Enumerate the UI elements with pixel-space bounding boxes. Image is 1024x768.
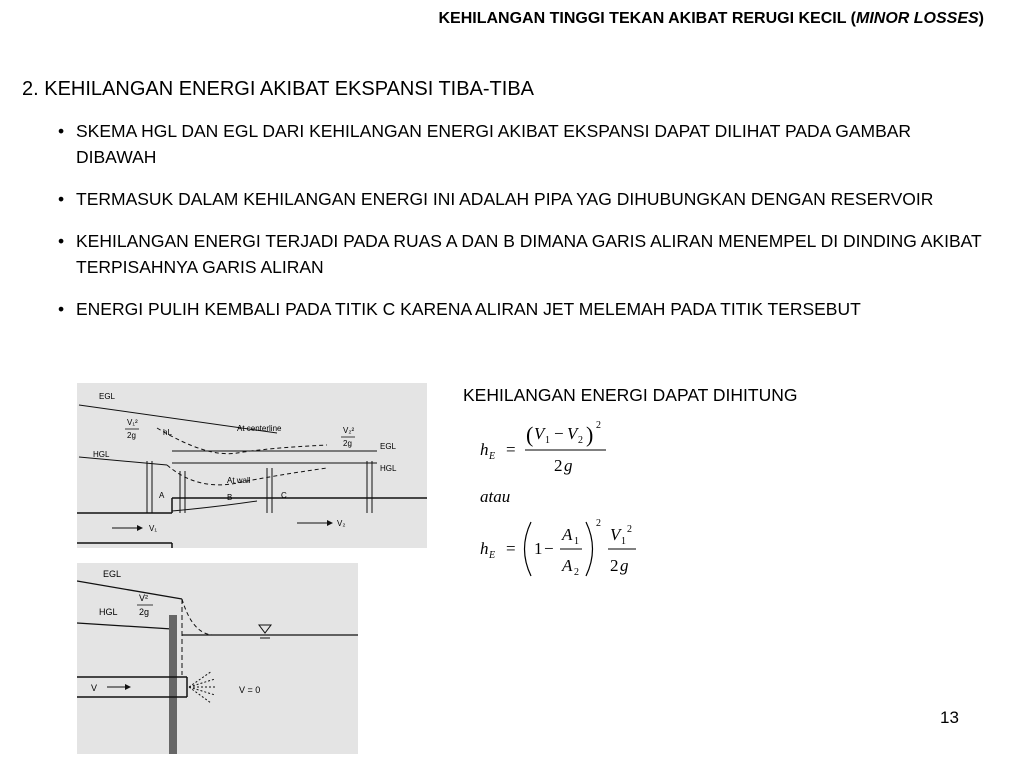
head-den: 2g <box>139 607 150 617</box>
svg-text:2: 2 <box>578 435 583 446</box>
svg-text:g: g <box>564 456 573 475</box>
equation-expansion-loss <box>478 418 618 480</box>
v-label: V <box>91 683 98 693</box>
svg-text:1: 1 <box>574 536 579 547</box>
svg-text:g: g <box>620 556 629 575</box>
svg-text:1: 1 <box>534 539 543 558</box>
v1-head-num: V₁² <box>127 418 138 427</box>
svg-text:h: h <box>480 440 489 459</box>
svg-text:2: 2 <box>627 524 632 535</box>
svg-text:−: − <box>554 424 564 443</box>
slide-title <box>0 10 984 28</box>
right-paren <box>586 522 593 576</box>
section-b-label: B <box>227 493 233 502</box>
equation-area-ratio <box>478 516 648 586</box>
svg-text:(: ( <box>526 422 534 447</box>
title-end: ) <box>978 10 984 27</box>
v2-label: V₂ <box>337 519 346 528</box>
v2-head-num: V₂² <box>343 426 355 435</box>
svg-text:=: = <box>506 440 516 459</box>
svg-text:V: V <box>610 525 621 544</box>
head-num: V² <box>139 593 148 603</box>
reservoir-diagram <box>77 563 358 754</box>
section-heading: 2. KEHILANGAN ENERGI AKIBAT EKSPANSI TIBA-TIBA <box>22 78 535 100</box>
hgl-line <box>77 623 172 629</box>
at-centerline-label: At centerline <box>237 424 282 433</box>
at-wall-label: At wall <box>227 476 251 485</box>
jet-spray <box>189 671 217 703</box>
svg-text:2: 2 <box>554 456 563 475</box>
v2-head-den: 2g <box>343 439 352 448</box>
egl-line <box>77 581 182 599</box>
v1-head-den: 2g <box>127 431 136 440</box>
reservoir-wall <box>169 615 177 754</box>
svg-text:V: V <box>567 424 578 443</box>
v1-label: V₁ <box>149 524 158 533</box>
egl-label: EGL <box>103 569 122 579</box>
left-paren <box>525 522 532 576</box>
egl-right-label: EGL <box>380 442 397 451</box>
expansion-diagram <box>77 383 427 548</box>
hgl-label: HGL <box>99 607 118 617</box>
bullet-list <box>58 118 988 338</box>
title-main: KEHILANGAN TINGGI TEKAN AKIBAT RERUGI KECIL ( <box>438 10 856 27</box>
section-c-label: C <box>281 491 287 500</box>
hl-label: hL <box>163 428 172 437</box>
svg-text:=: = <box>506 539 516 558</box>
v-zero-label: V = 0 <box>239 685 261 695</box>
svg-text:E: E <box>489 451 496 462</box>
title-italic: MINOR LOSSES <box>855 10 979 27</box>
svg-text:A: A <box>562 556 573 575</box>
bullet-item: • KEHILANGAN ENERGI TERJADI PADA RUAS A DAN B DIMANA GARIS ALIRAN MENEMPEL DI DINDING AKIBAT TERPISAHNYA GARIS ALIRAN <box>58 228 988 280</box>
svg-text:2: 2 <box>596 518 601 529</box>
svg-text:h: h <box>480 539 489 558</box>
svg-text:A: A <box>562 525 573 544</box>
water-level-icon <box>259 625 271 633</box>
svg-text:2: 2 <box>574 567 579 578</box>
svg-text:−: − <box>544 539 554 558</box>
svg-text:V: V <box>534 424 545 443</box>
svg-text:): ) <box>586 422 594 447</box>
bullet-item: • TERMASUK DALAM KEHILANGAN ENERGI INI ADALAH PIPA YAG DIHUBUNGKAN DENGAN RESERVOIR <box>58 186 988 212</box>
page-number: 13 <box>940 708 959 727</box>
svg-text:2: 2 <box>610 556 619 575</box>
section-a-label: A <box>159 491 165 500</box>
svg-text:2: 2 <box>596 420 601 431</box>
svg-text:1: 1 <box>621 536 626 547</box>
svg-text:1: 1 <box>545 435 550 446</box>
atau-label: atau <box>480 487 511 506</box>
calc-title: KEHILANGAN ENERGI DAPAT DIHITUNG <box>463 385 798 405</box>
svg-text:E: E <box>489 550 496 561</box>
hgl-label: HGL <box>93 450 110 459</box>
bullet-item: • ENERGI PULIH KEMBALI PADA TITIK C KARENA ALIRAN JET MELEMAH PADA TITIK TERSEBUT <box>58 296 988 322</box>
hgl-right-label: HGL <box>380 464 397 473</box>
bullet-item: • SKEMA HGL DAN EGL DARI KEHILANGAN ENERGI AKIBAT EKSPANSI DAPAT DILIHAT PADA GAMBAR DIBAWAH <box>58 118 988 170</box>
egl-label: EGL <box>99 392 116 401</box>
